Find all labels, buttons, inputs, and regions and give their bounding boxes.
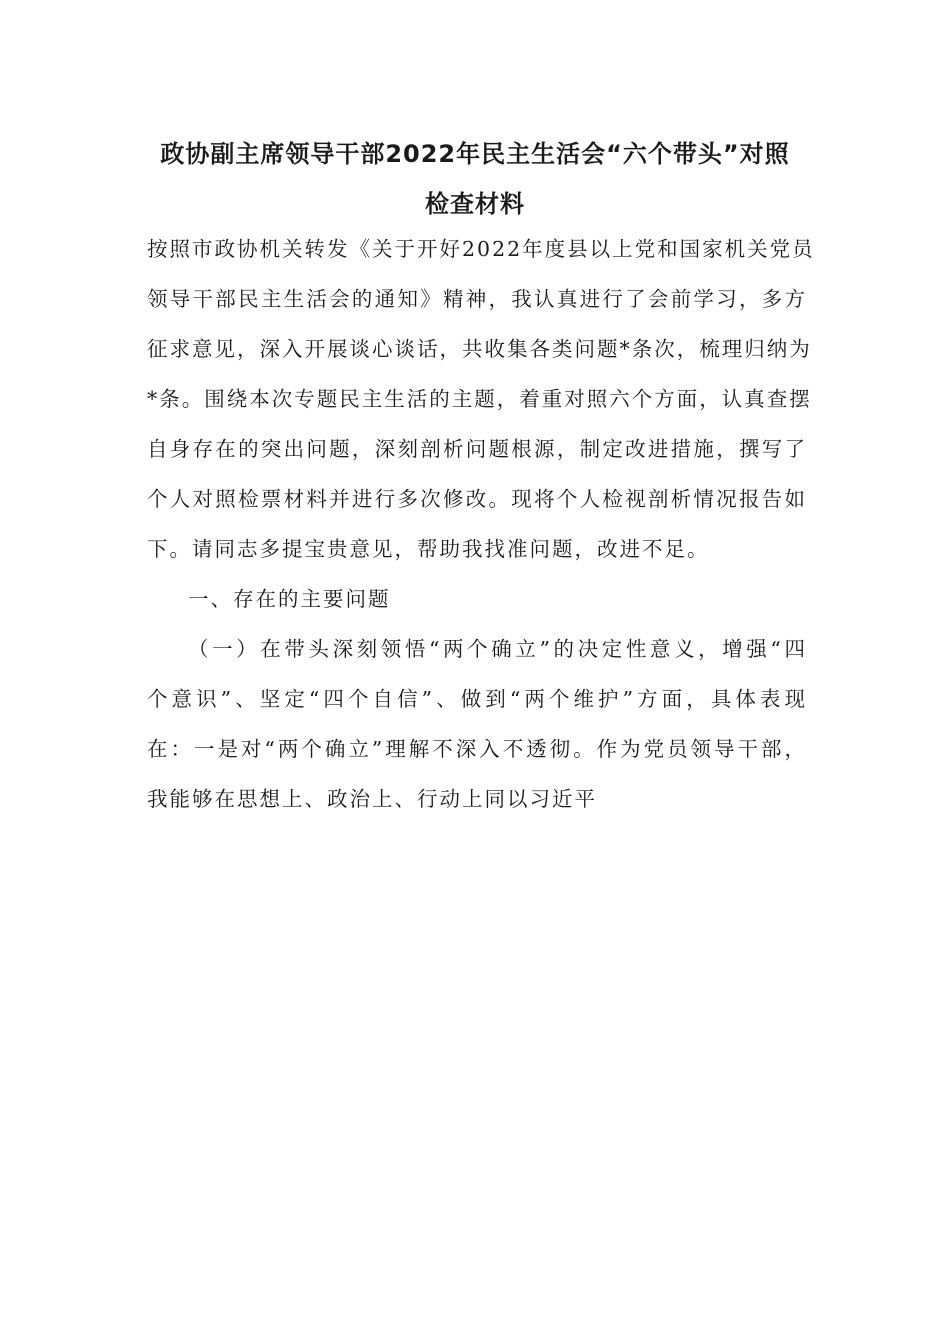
section-heading: 一、存在的主要问题 <box>188 587 391 611</box>
body-text-line: 下。请同志多提宝贵意见，帮助我找准问题，改进不足。 <box>147 537 710 561</box>
document-title-line-1: 政协副主席领导干部2022年民主生活会“六个带头”对照 <box>160 140 790 168</box>
body-text-line: 征求意见，深入开展谈心谈话，共收集各类问题*条次，梳理归纳为 <box>147 337 812 361</box>
document-title-line-2: 检查材料 <box>425 190 525 218</box>
body-text-line: 自身存在的突出问题，深刻剖析问题根源，制定改进措施，撰写了 <box>147 437 807 461</box>
body-text-line: 按照市政协机关转发《关于开好2022年度县以上党和国家机关党员 <box>147 237 815 261</box>
body-text-line: 在：一是对“两个确立”理解不深入不透彻。作为党员领导干部， <box>147 737 807 761</box>
body-text-line: （一）在带头深刻领悟“两个确立”的决定性意义，增强“四 <box>188 637 807 661</box>
body-text-line: 个人对照检票材料并进行多次修改。现将个人检视剖析情况报告如 <box>147 487 807 511</box>
body-text-line: 个意识”、坚定“四个自信”、做到“两个维护”方面，具体表现 <box>147 687 807 711</box>
body-text-line: 领导干部民主生活会的通知》精神，我认真进行了会前学习，多方 <box>147 287 807 311</box>
body-text-line: *条。围绕本次专题民主生活的主题，着重对照六个方面，认真查摆 <box>147 387 812 411</box>
body-text-line: 我能够在思想上、政治上、行动上同以习近平 <box>147 787 597 811</box>
